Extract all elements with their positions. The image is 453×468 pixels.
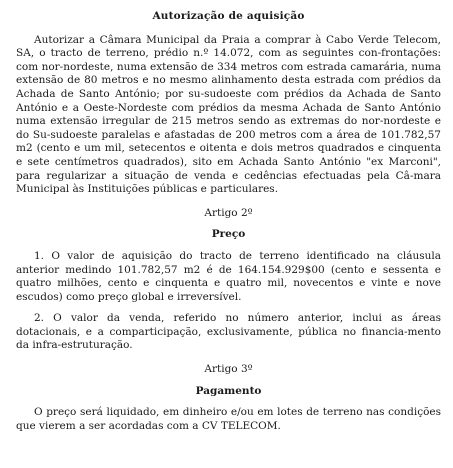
article-3-paragraph-1: O preço será liquidado, em dinheiro e/ou em lotes de terreno nas condições que vierem a ser acordadas com a CV TELECOM. — [16, 406, 441, 432]
article-2-title: Preço — [211, 228, 246, 241]
document-page — [16, 4, 441, 441]
document-title: Autorização de aquisição — [152, 10, 305, 22]
intro-paragraph: Autorizar a Câmara Municipal da Praia a comprar à Cabo Verde Telecom, SA, o tracto de terreno, prédio n.º 14.072, com as seguintes con-frontações: com nor-nordeste, numa extensão de 334 metros com estrada camarária, numa extensão de 80 metros e no mesmo alinhamento desta estrada com prédios da Achada de Santo António; por su-sudoeste com prédios da Achada de Santo António e a Oeste-Nordeste com prédios da mesma Achada de Santo António numa extensão irregular de 215 metros sendo as extremas do nor-nordeste e do Su-sudoeste paralelas e afastadas de 200 metros com a área de 101.782,57 m2 (cento e um mil, setecentos e oitenta e dois metros quadrados e cinquenta e sete centímetros quadrados), sito em Achada Santo António "ex Marconi", para regularizar a situação de venda e cedências efectuadas pela Câ-mara Municipal às Instituições públicas e particulares. — [16, 33, 441, 196]
article-2-paragraph-2: 2. O valor da venda, referido no número anterior, inclui as áreas dotacionais, e a comparticipação, exclusivamente, pública no financia-mento da infra-estruturação. — [16, 312, 441, 352]
article-3-number: Artigo 3º — [204, 363, 253, 376]
article-2-number: Artigo 2º — [204, 206, 253, 219]
article-2-paragraph-1: 1. O valor de aquisição do tracto de terreno identificado na cláusula anterior medindo 101.782,57 m2 é de 164.154.929$00 (cento e sessenta e quatro milhões, cento e cinquenta e quatro mil, novecentos e vinte e nove escudos) como preço global e irreversível. — [16, 249, 441, 303]
article-3-title: Pagamento — [195, 384, 262, 397]
